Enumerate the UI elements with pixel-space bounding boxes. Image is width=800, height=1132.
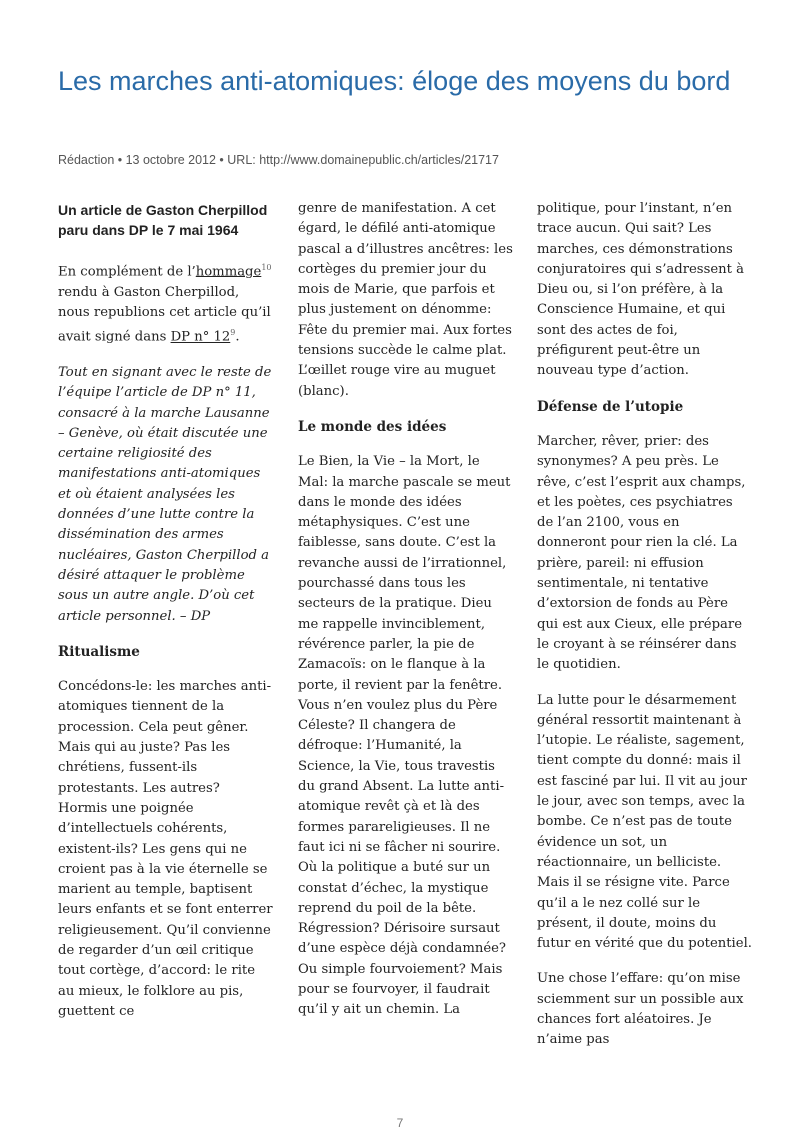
- heading-defense-utopie: Défense de l’utopie: [537, 398, 684, 415]
- article-title: Les marches anti-atomiques: éloge des moyens du bord: [58, 66, 731, 96]
- intro-text-c: .: [235, 329, 240, 345]
- body-paragraph: politique, pour l’instant, n’en trace aucun. Qui sait? Les marches, ces démonstrations conjuratoires qui s’adressent à Dieu ou, si l’on préfère, à la Conscience Humaine, et qui sont des actes de foi, préfigurent peut-être un nouveau type d’action.: [537, 201, 744, 379]
- heading-monde-des-idees: Le monde des idées: [298, 418, 447, 435]
- hommage-link[interactable]: hommage: [195, 264, 262, 280]
- column-1: [58, 200, 273, 1037]
- body-paragraph: Concédons-le: les marches anti-atomiques tiennent de la procession. Cela peut gêner. Mais qui au juste? Pas les chrétiens, fussent-ils protestants. Les autres? Hormis une poignée d’intellectuels cohérents, existent-ils? Les gens qui ne croient pas à la vie éternelle se marient au temple, baptisent leurs enfants et se font enterrer religieusement. Qu’il convienne de regarder d’un œil critique tout cortège, d’accord: le rite au mieux, le folklore au pis, guettent ce: [58, 679, 273, 1019]
- body-paragraph: Marcher, rêver, prier: des synonymes? A peu près. Le rêve, c’est l’esprit aux champs, et les poètes, ces psychiatres de l’an 2100, vous en donneront pour rien la clé. La prière, pareil: ni effusion sentimentale, ni tentative d’extorsion de fonds au Père qui est aux Cieux, elle prépare le croyant à se réinsérer dans le quotidien.: [537, 433, 746, 673]
- column-3: [537, 200, 752, 1066]
- article-meta: Rédaction • 13 octobre 2012 • URL: http://www.domainepublic.ch/articles/21717: [58, 153, 499, 167]
- editorial-note: Tout en signant avec le reste de l’équipe l’article de DP n° 11, consacré à la marche Lausanne – Genève, où était discutée une certaine religiosité des manifestations anti-atomiques et où étaient analysées les données d’une lutte contre la dissémination des armes nucléaires, Gaston Cherpillod a désiré attaquer le problème sous un autre angle. D’où cet article personnel. – DP: [58, 364, 272, 624]
- body-paragraph: Le Bien, la Vie – la Mort, le Mal: la marche pascale se meut dans le monde des idées métaphysiques. C’est une faiblesse, sans doute. C’est la revanche aussi de l’irrationnel, pourchassé dans tous les secteurs de la pratique. Dieu me rappelle invinciblement, révérence parler, la pie de Zamacoïs: on le flanque à la porte, il revient par la fenêtre. Vous n’en voulez plus du Père Céleste? Il changera de défroque: l’Humanité, la Science, la Vie, tous travestis du grand Absent. La lutte anti-atomique revêt çà et là des formes parareligieuses. Il ne faut ici ni se fâcher ni sourire. Où la politique a buté sur un constat d’échec, la mystique reprend du poil de la bête. Régression? Dérisoire sursaut d’une espèce déjà condamnée? Ou simple fourvoiement? Mais pour se fourvoyer, il faudrait qu’il y ait un chemin. La: [298, 454, 511, 1018]
- body-paragraph: genre de manifestation. A cet égard, le défilé anti-atomique pascal a d’illustres ancêtres: les cortèges du premier jour du mois de Marie, que parfois et plus justement on dénomme: Fête du premier mai. Aux fortes tensions succède le calme plat. L’œillet rouge vire au muguet (blanc).: [298, 201, 513, 399]
- footnote-ref-10[interactable]: 10: [261, 263, 272, 272]
- page-number: 7: [396, 1116, 404, 1130]
- dp-12-link[interactable]: DP n° 12: [170, 329, 231, 345]
- lead-heading: Un article de Gaston Cherpillod paru dans DP le 7 mai 1964: [58, 202, 268, 238]
- heading-ritualisme: Ritualisme: [58, 643, 140, 660]
- body-paragraph: Une chose l’effare: qu’on mise sciemment sur un possible aux chances fort aléatoires. Je n’aime pas: [537, 971, 744, 1048]
- body-paragraph: La lutte pour le désarmement général ressortit maintenant à l’utopie. Le réaliste, sagement, tient compte du donné: mais il est fasciné par lui. Il vit au jour le jour, avec son temps, avec la bombe. Ce n’est pas de toute évidence un sot, un réactionnaire, un belliciste. Mais il se résigne vite. Parce qu’il a le nez collé sur le présent, il doute, moins du futur en vérité que du potentiel.: [537, 692, 752, 952]
- column-2: [298, 200, 513, 1036]
- footnote-ref-9[interactable]: 9: [230, 328, 236, 338]
- intro-paragraph: [58, 258, 273, 348]
- intro-text-a: En complément de l’: [58, 264, 196, 280]
- intro-text-b: rendu à Gaston Cherpillod, nous republions cet article qu’il avait signé dans: [58, 284, 271, 345]
